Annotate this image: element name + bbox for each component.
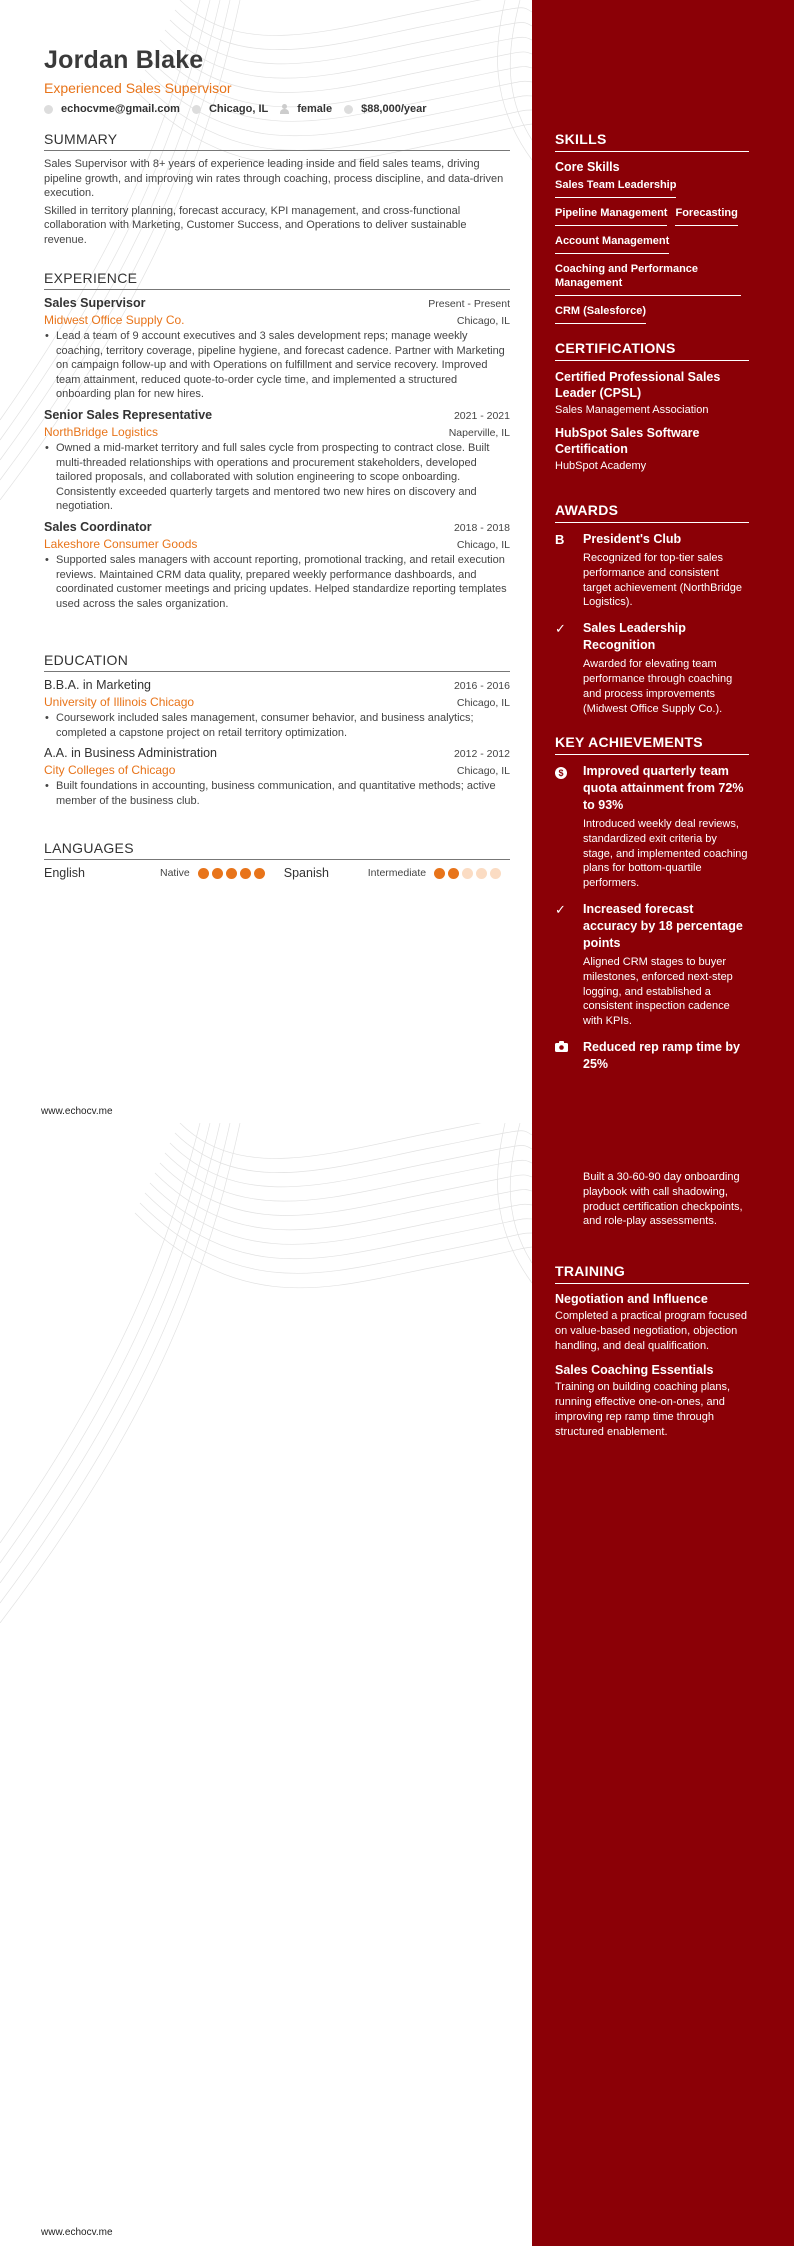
award-item xyxy=(555,620,749,716)
contact-location: Chicago, IL xyxy=(192,103,268,115)
education-location: Chicago, IL xyxy=(456,765,510,778)
language-rating xyxy=(434,868,504,879)
award-title: President's Club xyxy=(583,532,682,546)
contact-email[interactable]: echocvme@gmail.com xyxy=(44,103,180,115)
training-heading: TRAINING xyxy=(555,1263,749,1284)
job-company: Midwest Office Supply Co. xyxy=(44,313,185,327)
languages-section xyxy=(44,840,510,880)
achievement-desc: Built a 30-60-90 day onboarding playbook with call shadowing, product certification checkpoints, and role-play assessments. xyxy=(583,1171,743,1228)
certification-name: Certified Professional Sales Leader (CPSL) xyxy=(555,370,721,400)
rating-dot-empty xyxy=(490,868,501,879)
skill-item: Pipeline Management xyxy=(555,206,667,226)
rating-dot-filled xyxy=(240,868,251,879)
skill-item: Sales Team Leadership xyxy=(555,178,676,198)
rating-dot-filled xyxy=(448,868,459,879)
rating-dot-filled xyxy=(198,868,209,879)
education-school: City Colleges of Chicago xyxy=(44,763,176,778)
awards-section xyxy=(555,502,749,726)
achievement-item xyxy=(555,901,749,1029)
dollar-icon: $ xyxy=(555,763,583,891)
training-desc: Completed a practical program focused on value-based negotiation, objection handling, and deal qualification. xyxy=(555,1310,747,1352)
experience-item xyxy=(44,408,510,514)
rating-dot-filled xyxy=(226,868,237,879)
skill-item: Account Management xyxy=(555,234,669,254)
job-dates: 2018 - 2018 xyxy=(453,521,510,534)
rating-dot-empty xyxy=(462,868,473,879)
achievement-desc: Introduced weekly deal reviews, standardized exit criteria by stage, and implemented coaching plans for bottom-quartile performers. xyxy=(583,818,748,890)
education-heading: EDUCATION xyxy=(44,652,510,672)
award-title: Sales Leadership Recognition xyxy=(583,621,686,653)
job-role: Sales Coordinator xyxy=(44,519,152,534)
skills-list xyxy=(555,178,749,332)
achievement-desc: Aligned CRM stages to buyer milestones, enforced next-step logging, and established a consistent inspection cadence with KPIs. xyxy=(583,955,733,1028)
education-degree: A.A. in Business Administration xyxy=(44,746,217,761)
skills-heading: SKILLS xyxy=(555,131,749,152)
training-section xyxy=(555,1263,749,1450)
checkmark-icon: ✓ xyxy=(555,901,566,917)
education-section xyxy=(44,652,510,808)
person-icon xyxy=(280,104,289,114)
training-title: Negotiation and Influence xyxy=(555,1292,708,1306)
skill-item: Forecasting xyxy=(675,206,737,226)
education-degree: B.B.A. in Marketing xyxy=(44,678,151,692)
certifications-heading: CERTIFICATIONS xyxy=(555,340,749,361)
job-bullet: • Supported sales managers with account reporting, promotional tracking, and retail execution reviews. Maintained CRM data quality, prepared weekly performance dashboards, and coordinated customer meetings and pricing updates. Helped standardize reporting templates used across the sales organization. xyxy=(44,553,510,611)
award-item xyxy=(555,531,749,610)
job-location: Chicago, IL xyxy=(456,315,510,327)
achievements-continued xyxy=(555,1167,749,1239)
decorative-wave-background xyxy=(0,1123,532,1623)
training-title: Sales Coaching Essentials xyxy=(555,1363,714,1378)
skills-section xyxy=(555,131,749,332)
rating-dot-empty xyxy=(476,868,487,879)
job-company: NorthBridge Logistics xyxy=(44,424,159,439)
language-level: Native xyxy=(160,867,190,879)
certification-org: HubSpot Academy xyxy=(555,460,647,472)
certification-name: HubSpot Sales Software Certification xyxy=(555,426,700,456)
certifications-section xyxy=(555,340,749,481)
achievements-heading: KEY ACHIEVEMENTS xyxy=(555,734,749,755)
checkmark-icon: ✓ xyxy=(555,621,566,637)
training-desc: Training on building coaching plans, running effective one-on-ones, and improving rep ramp time through structured enablement. xyxy=(555,1381,731,1438)
achievement-item xyxy=(555,763,749,891)
skill-item: Coaching and Performance Management xyxy=(555,262,741,296)
education-bullet: • Coursework included sales management, consumer behavior, and business analytics; completed a capstone project on retail territory optimization. xyxy=(44,711,510,740)
footer-url[interactable]: www.echocv.me xyxy=(41,2227,113,2238)
summary-section xyxy=(44,131,510,251)
certification-org: Sales Management Association xyxy=(555,404,709,416)
achievements-section xyxy=(555,734,749,1083)
job-dates: 2021 - 2021 xyxy=(453,409,510,422)
summary-heading: SUMMARY xyxy=(44,131,510,151)
achievement-title: Reduced rep ramp time by 25% xyxy=(583,1039,740,1071)
language-name: Spanish xyxy=(283,866,329,880)
languages-heading: LANGUAGES xyxy=(44,840,510,860)
rating-dot-filled xyxy=(212,868,223,879)
circle-icon xyxy=(44,105,53,114)
candidate-title: Experienced Sales Supervisor xyxy=(44,80,232,96)
achievement-title: Improved quarterly team quota attainment from 72% to 93% xyxy=(583,764,744,812)
language-name: English xyxy=(44,866,85,880)
experience-item xyxy=(44,296,510,402)
education-dates: 2012 - 2012 xyxy=(453,748,510,761)
job-bullet: • Owned a mid-market territory and full sales cycle from prospecting to contract close. Built multi-threaded relationships with operations and procurement stakeholders, developed tailored proposals, and collaborated with solution engineering to scope onboarding. Consistently exceeded quarterly targets and mentored two new hires on discovery and negotiation. xyxy=(44,441,510,514)
job-role: Sales Supervisor xyxy=(44,296,146,310)
header-section xyxy=(44,46,510,115)
job-dates: Present - Present xyxy=(428,298,510,310)
experience-item xyxy=(44,520,510,611)
skill-item: CRM (Salesforce) xyxy=(555,304,646,324)
award-desc: Awarded for elevating team performance through coaching and process improvements (Midwest Office Supply Co.). xyxy=(583,658,733,715)
contact-salary: $88,000/year xyxy=(344,103,426,115)
language-level: Intermediate xyxy=(367,867,427,879)
job-location: Chicago, IL xyxy=(456,538,510,551)
money-icon xyxy=(344,105,353,114)
education-item xyxy=(44,678,510,740)
contact-gender: female xyxy=(280,103,332,115)
education-bullet: • Built foundations in accounting, business communication, and quantitative methods; active member of the business club. xyxy=(44,779,510,808)
award-desc: Recognized for top-tier sales performance and consistent target achievement (NorthBridge Logistics). xyxy=(583,552,742,609)
footer-url[interactable]: www.echocv.me xyxy=(41,1106,113,1117)
contact-row xyxy=(44,103,510,115)
resume-page-2 xyxy=(0,1123,794,2246)
language-rating xyxy=(198,868,268,879)
camera-icon xyxy=(555,1039,583,1073)
education-dates: 2016 - 2016 xyxy=(453,680,510,692)
achievement-item xyxy=(555,1039,749,1073)
experience-section xyxy=(44,270,510,611)
education-item xyxy=(44,746,510,808)
skills-group-title: Core Skills xyxy=(555,160,620,174)
rating-dot-filled xyxy=(434,868,445,879)
education-school: University of Illinois Chicago xyxy=(44,695,195,709)
summary-paragraph: Skilled in territory planning, forecast accuracy, KPI management, and cross-functional collaboration with Marketing, Customer Success, and Operations to deliver sustainable revenue. xyxy=(44,204,467,246)
job-role: Senior Sales Representative xyxy=(44,407,213,422)
rating-dot-filled xyxy=(254,868,265,879)
job-location: Naperville, IL xyxy=(448,426,510,439)
job-bullet: • Lead a team of 9 account executives and 3 sales development reps; manage weekly coaching, territory coverage, pipeline hygiene, and forecast cadence. Partner with Marketing on campaign follow-up and with Operations on fulfillment and service recovery. Improved team attainment, reduced quote-to-order cycle time, and implemented a structured onboarding plan for new hires. xyxy=(44,329,510,402)
education-location: Chicago, IL xyxy=(456,697,510,709)
candidate-name: Jordan Blake xyxy=(44,46,204,74)
awards-heading: AWARDS xyxy=(555,502,749,523)
experience-heading: EXPERIENCE xyxy=(44,270,510,290)
language-row xyxy=(44,866,510,880)
summary-paragraph: Sales Supervisor with 8+ years of experience leading inside and field sales teams, driving pipeline growth, and improving win rates through coaching, process discipline, and data-driven execution. xyxy=(44,158,504,200)
location-pin-icon xyxy=(192,105,201,114)
achievement-title: Increased forecast accuracy by 18 percentage points xyxy=(583,901,743,950)
b-letter-icon: B xyxy=(555,532,565,547)
job-company: Lakeshore Consumer Goods xyxy=(44,536,198,551)
